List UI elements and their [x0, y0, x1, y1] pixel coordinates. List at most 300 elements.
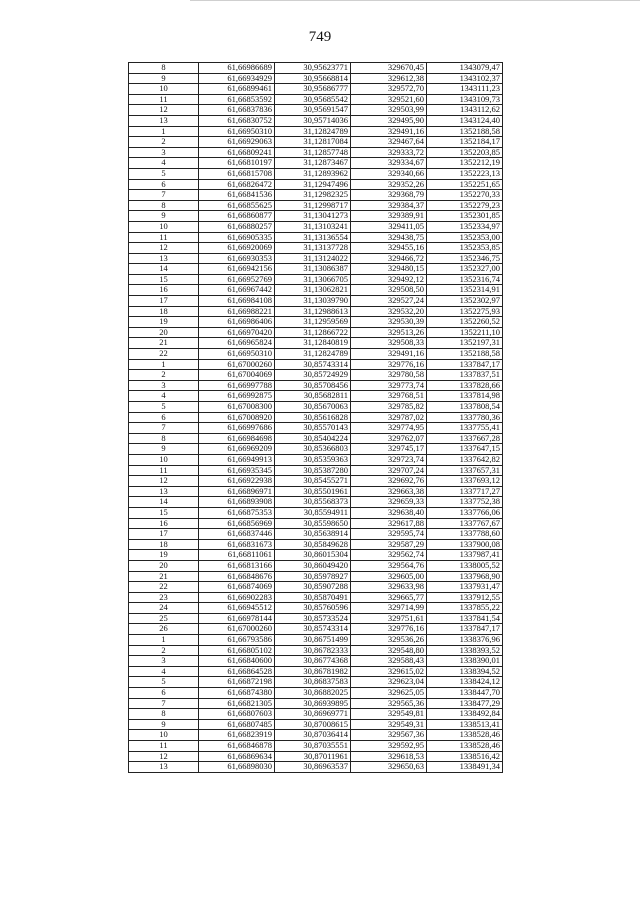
table-row: [129, 253, 503, 264]
point-number-cell: 23: [129, 592, 199, 603]
longitude-cell: 31,13086387: [275, 264, 351, 275]
y-coordinate-cell: 1352251,65: [427, 179, 503, 190]
table-row: [129, 645, 503, 656]
y-coordinate-cell: 1337693,12: [427, 476, 503, 487]
longitude-cell: 30,85870491: [275, 592, 351, 603]
longitude-cell: 30,85568373: [275, 497, 351, 508]
coordinates-table-body: [129, 63, 503, 773]
x-coordinate-cell: 329513,26: [351, 327, 427, 338]
x-coordinate-cell: 329638,40: [351, 507, 427, 518]
point-number-cell: 5: [129, 402, 199, 413]
y-coordinate-cell: 1337987,41: [427, 550, 503, 561]
x-coordinate-cell: 329587,29: [351, 539, 427, 550]
table-row: [129, 391, 503, 402]
longitude-cell: 30,85598650: [275, 518, 351, 529]
table-row: [129, 486, 503, 497]
point-number-cell: 20: [129, 327, 199, 338]
point-number-cell: 11: [129, 741, 199, 752]
y-coordinate-cell: 1337847,17: [427, 359, 503, 370]
y-coordinate-cell: 1338516,42: [427, 751, 503, 762]
y-coordinate-cell: 1337755,41: [427, 423, 503, 434]
y-coordinate-cell: 1337814,98: [427, 391, 503, 402]
point-number-cell: 6: [129, 179, 199, 190]
table-row: [129, 465, 503, 476]
point-number-cell: 7: [129, 190, 199, 201]
latitude-cell: 61,66967442: [199, 285, 275, 296]
point-number-cell: 8: [129, 709, 199, 720]
x-coordinate-cell: 329762,07: [351, 433, 427, 444]
y-coordinate-cell: 1352346,75: [427, 253, 503, 264]
y-coordinate-cell: 1338447,70: [427, 688, 503, 699]
point-number-cell: 15: [129, 274, 199, 285]
table-row: [129, 730, 503, 741]
table-row: [129, 359, 503, 370]
y-coordinate-cell: 1352197,31: [427, 338, 503, 349]
longitude-cell: 30,87036414: [275, 730, 351, 741]
x-coordinate-cell: 329389,91: [351, 211, 427, 222]
table-row: [129, 592, 503, 603]
longitude-cell: 30,87035551: [275, 741, 351, 752]
latitude-cell: 61,66969209: [199, 444, 275, 455]
y-coordinate-cell: 1338376,96: [427, 635, 503, 646]
x-coordinate-cell: 329384,37: [351, 200, 427, 211]
table-row: [129, 444, 503, 455]
latitude-cell: 61,67008920: [199, 412, 275, 423]
x-coordinate-cell: 329333,72: [351, 147, 427, 158]
longitude-cell: 31,12857748: [275, 147, 351, 158]
y-coordinate-cell: 1337968,90: [427, 571, 503, 582]
point-number-cell: 8: [129, 63, 199, 74]
x-coordinate-cell: 329352,26: [351, 179, 427, 190]
y-coordinate-cell: 1338424,12: [427, 677, 503, 688]
table-row: [129, 327, 503, 338]
latitude-cell: 61,66965824: [199, 338, 275, 349]
point-number-cell: 13: [129, 253, 199, 264]
x-coordinate-cell: 329334,67: [351, 158, 427, 169]
point-number-cell: 21: [129, 338, 199, 349]
x-coordinate-cell: 329785,82: [351, 402, 427, 413]
longitude-cell: 30,85387280: [275, 465, 351, 476]
y-coordinate-cell: 1343102,37: [427, 73, 503, 84]
longitude-cell: 30,86882025: [275, 688, 351, 699]
point-number-cell: 7: [129, 698, 199, 709]
point-number-cell: 2: [129, 645, 199, 656]
longitude-cell: 30,85638914: [275, 529, 351, 540]
point-number-cell: 18: [129, 306, 199, 317]
point-number-cell: 1: [129, 126, 199, 137]
x-coordinate-cell: 329480,15: [351, 264, 427, 275]
y-coordinate-cell: 1338528,46: [427, 730, 503, 741]
table-row: [129, 380, 503, 391]
x-coordinate-cell: 329466,72: [351, 253, 427, 264]
point-number-cell: 8: [129, 200, 199, 211]
x-coordinate-cell: 329491,16: [351, 126, 427, 137]
table-row: [129, 677, 503, 688]
latitude-cell: 61,66934929: [199, 73, 275, 84]
point-number-cell: 5: [129, 168, 199, 179]
x-coordinate-cell: 329508,50: [351, 285, 427, 296]
table-row: [129, 518, 503, 529]
longitude-cell: 30,85849628: [275, 539, 351, 550]
x-coordinate-cell: 329751,61: [351, 613, 427, 624]
point-number-cell: 14: [129, 264, 199, 275]
point-number-cell: 6: [129, 412, 199, 423]
y-coordinate-cell: 1352327,00: [427, 264, 503, 275]
longitude-cell: 31,12824789: [275, 126, 351, 137]
longitude-cell: 31,12817084: [275, 137, 351, 148]
x-coordinate-cell: 329774,95: [351, 423, 427, 434]
y-coordinate-cell: 1352184,17: [427, 137, 503, 148]
y-coordinate-cell: 1337912,55: [427, 592, 503, 603]
y-coordinate-cell: 1352223,13: [427, 168, 503, 179]
longitude-cell: 30,85743314: [275, 359, 351, 370]
table-row: [129, 285, 503, 296]
point-number-cell: 13: [129, 115, 199, 126]
y-coordinate-cell: 1338394,52: [427, 666, 503, 677]
point-number-cell: 21: [129, 571, 199, 582]
point-number-cell: 12: [129, 105, 199, 116]
table-row: [129, 105, 503, 116]
y-coordinate-cell: 1337767,67: [427, 518, 503, 529]
latitude-cell: 61,67004069: [199, 370, 275, 381]
point-number-cell: 2: [129, 370, 199, 381]
latitude-cell: 61,66841536: [199, 190, 275, 201]
y-coordinate-cell: 1337828,66: [427, 380, 503, 391]
y-coordinate-cell: 1352260,52: [427, 317, 503, 328]
longitude-cell: 31,13062821: [275, 285, 351, 296]
latitude-cell: 61,66978144: [199, 613, 275, 624]
point-number-cell: 24: [129, 603, 199, 614]
point-number-cell: 9: [129, 444, 199, 455]
x-coordinate-cell: 329776,16: [351, 359, 427, 370]
latitude-cell: 61,66813166: [199, 560, 275, 571]
x-coordinate-cell: 329633,98: [351, 582, 427, 593]
table-row: [129, 179, 503, 190]
x-coordinate-cell: 329615,02: [351, 666, 427, 677]
latitude-cell: 61,66823919: [199, 730, 275, 741]
longitude-cell: 30,85760596: [275, 603, 351, 614]
y-coordinate-cell: 1338477,29: [427, 698, 503, 709]
latitude-cell: 61,66896971: [199, 486, 275, 497]
point-number-cell: 10: [129, 730, 199, 741]
latitude-cell: 61,66809241: [199, 147, 275, 158]
point-number-cell: 22: [129, 349, 199, 360]
y-coordinate-cell: 1337766,06: [427, 507, 503, 518]
x-coordinate-cell: 329572,70: [351, 84, 427, 95]
longitude-cell: 31,13137728: [275, 243, 351, 254]
x-coordinate-cell: 329491,16: [351, 349, 427, 360]
x-coordinate-cell: 329773,74: [351, 380, 427, 391]
latitude-cell: 61,66848676: [199, 571, 275, 582]
y-coordinate-cell: 1352316,74: [427, 274, 503, 285]
longitude-cell: 30,85616828: [275, 412, 351, 423]
point-number-cell: 9: [129, 719, 199, 730]
latitude-cell: 61,66899461: [199, 84, 275, 95]
table-row: [129, 200, 503, 211]
y-coordinate-cell: 1337808,54: [427, 402, 503, 413]
y-coordinate-cell: 1343079,47: [427, 63, 503, 74]
y-coordinate-cell: 1338492,84: [427, 709, 503, 720]
longitude-cell: 30,95691547: [275, 105, 351, 116]
point-number-cell: 17: [129, 529, 199, 540]
longitude-cell: 30,85366803: [275, 444, 351, 455]
y-coordinate-cell: 1352188,58: [427, 349, 503, 360]
latitude-cell: 61,66893908: [199, 497, 275, 508]
x-coordinate-cell: 329521,60: [351, 94, 427, 105]
x-coordinate-cell: 329530,39: [351, 317, 427, 328]
table-row: [129, 147, 503, 158]
latitude-cell: 61,66997788: [199, 380, 275, 391]
latitude-cell: 61,66837446: [199, 529, 275, 540]
x-coordinate-cell: 329618,53: [351, 751, 427, 762]
latitude-cell: 61,66860877: [199, 211, 275, 222]
table-row: [129, 338, 503, 349]
y-coordinate-cell: 1337837,51: [427, 370, 503, 381]
longitude-cell: 30,85724929: [275, 370, 351, 381]
x-coordinate-cell: 329508,33: [351, 338, 427, 349]
latitude-cell: 61,67000260: [199, 359, 275, 370]
table-row: [129, 762, 503, 773]
x-coordinate-cell: 329723,74: [351, 454, 427, 465]
point-number-cell: 1: [129, 635, 199, 646]
y-coordinate-cell: 1337780,36: [427, 412, 503, 423]
y-coordinate-cell: 1343111,23: [427, 84, 503, 95]
y-coordinate-cell: 1337717,27: [427, 486, 503, 497]
point-number-cell: 3: [129, 147, 199, 158]
longitude-cell: 30,85455271: [275, 476, 351, 487]
point-number-cell: 4: [129, 666, 199, 677]
table-row: [129, 603, 503, 614]
point-number-cell: 19: [129, 317, 199, 328]
point-number-cell: 3: [129, 380, 199, 391]
longitude-cell: 31,12947496: [275, 179, 351, 190]
table-row: [129, 370, 503, 381]
longitude-cell: 30,85743314: [275, 624, 351, 635]
point-number-cell: 14: [129, 497, 199, 508]
longitude-cell: 30,86774368: [275, 656, 351, 667]
longitude-cell: 31,13124022: [275, 253, 351, 264]
x-coordinate-cell: 329768,51: [351, 391, 427, 402]
point-number-cell: 7: [129, 423, 199, 434]
point-number-cell: 15: [129, 507, 199, 518]
table-row: [129, 666, 503, 677]
latitude-cell: 61,66826472: [199, 179, 275, 190]
table-row: [129, 243, 503, 254]
latitude-cell: 61,66920069: [199, 243, 275, 254]
table-row: [129, 412, 503, 423]
point-number-cell: 12: [129, 476, 199, 487]
latitude-cell: 61,66952769: [199, 274, 275, 285]
table-row: [129, 529, 503, 540]
point-number-cell: 13: [129, 486, 199, 497]
table-row: [129, 264, 503, 275]
point-number-cell: 12: [129, 751, 199, 762]
latitude-cell: 61,66856969: [199, 518, 275, 529]
x-coordinate-cell: 329455,16: [351, 243, 427, 254]
longitude-cell: 30,86782333: [275, 645, 351, 656]
table-row: [129, 232, 503, 243]
latitude-cell: 61,66930353: [199, 253, 275, 264]
y-coordinate-cell: 1337667,28: [427, 433, 503, 444]
longitude-cell: 30,86963537: [275, 762, 351, 773]
y-coordinate-cell: 1338513,41: [427, 719, 503, 730]
longitude-cell: 30,87008615: [275, 719, 351, 730]
x-coordinate-cell: 329745,17: [351, 444, 427, 455]
x-coordinate-cell: 329549,81: [351, 709, 427, 720]
latitude-cell: 61,66815708: [199, 168, 275, 179]
x-coordinate-cell: 329625,05: [351, 688, 427, 699]
latitude-cell: 61,66805102: [199, 645, 275, 656]
x-coordinate-cell: 329567,36: [351, 730, 427, 741]
latitude-cell: 61,66949913: [199, 454, 275, 465]
table-row: [129, 635, 503, 646]
latitude-cell: 61,66869634: [199, 751, 275, 762]
table-row: [129, 688, 503, 699]
y-coordinate-cell: 1337788,60: [427, 529, 503, 540]
longitude-cell: 30,85570143: [275, 423, 351, 434]
longitude-cell: 31,12866722: [275, 327, 351, 338]
latitude-cell: 61,66831673: [199, 539, 275, 550]
page-number: 749: [308, 29, 332, 45]
latitude-cell: 61,66811061: [199, 550, 275, 561]
x-coordinate-cell: 329617,88: [351, 518, 427, 529]
latitude-cell: 61,66902283: [199, 592, 275, 603]
table-row: [129, 507, 503, 518]
latitude-cell: 61,66853592: [199, 94, 275, 105]
point-number-cell: 12: [129, 243, 199, 254]
longitude-cell: 31,13136554: [275, 232, 351, 243]
longitude-cell: 30,86015304: [275, 550, 351, 561]
y-coordinate-cell: 1337931,47: [427, 582, 503, 593]
longitude-cell: 31,12982325: [275, 190, 351, 201]
table-row: [129, 709, 503, 720]
table-row: [129, 741, 503, 752]
point-number-cell: 8: [129, 433, 199, 444]
point-number-cell: 10: [129, 221, 199, 232]
latitude-cell: 61,66935345: [199, 465, 275, 476]
point-number-cell: 11: [129, 232, 199, 243]
latitude-cell: 61,66950310: [199, 349, 275, 360]
table-row: [129, 306, 503, 317]
table-row: [129, 115, 503, 126]
table-row: [129, 613, 503, 624]
table-row: [129, 751, 503, 762]
longitude-cell: 31,12998717: [275, 200, 351, 211]
point-number-cell: 10: [129, 84, 199, 95]
x-coordinate-cell: 329411,05: [351, 221, 427, 232]
y-coordinate-cell: 1337647,15: [427, 444, 503, 455]
x-coordinate-cell: 329492,12: [351, 274, 427, 285]
latitude-cell: 61,66970420: [199, 327, 275, 338]
latitude-cell: 61,66874380: [199, 688, 275, 699]
point-number-cell: 6: [129, 688, 199, 699]
x-coordinate-cell: 329612,38: [351, 73, 427, 84]
latitude-cell: 61,66986406: [199, 317, 275, 328]
latitude-cell: 61,66810197: [199, 158, 275, 169]
longitude-cell: 30,85682811: [275, 391, 351, 402]
y-coordinate-cell: 1337841,54: [427, 613, 503, 624]
point-number-cell: 4: [129, 158, 199, 169]
point-number-cell: 10: [129, 454, 199, 465]
table-row: [129, 571, 503, 582]
y-coordinate-cell: 1352279,23: [427, 200, 503, 211]
longitude-cell: 31,13103241: [275, 221, 351, 232]
x-coordinate-cell: 329565,36: [351, 698, 427, 709]
longitude-cell: 30,85359363: [275, 454, 351, 465]
y-coordinate-cell: 1338390,01: [427, 656, 503, 667]
x-coordinate-cell: 329368,79: [351, 190, 427, 201]
table-row: [129, 656, 503, 667]
latitude-cell: 61,66793586: [199, 635, 275, 646]
x-coordinate-cell: 329659,33: [351, 497, 427, 508]
x-coordinate-cell: 329564,76: [351, 560, 427, 571]
x-coordinate-cell: 329670,45: [351, 63, 427, 74]
latitude-cell: 61,66942156: [199, 264, 275, 275]
table-row: [129, 402, 503, 413]
x-coordinate-cell: 329588,43: [351, 656, 427, 667]
latitude-cell: 61,66905335: [199, 232, 275, 243]
y-coordinate-cell: 1352188,58: [427, 126, 503, 137]
longitude-cell: 30,86751499: [275, 635, 351, 646]
y-coordinate-cell: 1352211,10: [427, 327, 503, 338]
latitude-cell: 61,66846878: [199, 741, 275, 752]
latitude-cell: 61,66807485: [199, 719, 275, 730]
table-row: [129, 317, 503, 328]
x-coordinate-cell: 329562,74: [351, 550, 427, 561]
y-coordinate-cell: 1352353,00: [427, 232, 503, 243]
table-row: [129, 158, 503, 169]
longitude-cell: 30,85501961: [275, 486, 351, 497]
table-row: [129, 221, 503, 232]
x-coordinate-cell: 329623,04: [351, 677, 427, 688]
x-coordinate-cell: 329707,24: [351, 465, 427, 476]
table-row: [129, 423, 503, 434]
table-row: [129, 698, 503, 709]
y-coordinate-cell: 1337642,82: [427, 454, 503, 465]
longitude-cell: 31,13041273: [275, 211, 351, 222]
y-coordinate-cell: 1337657,31: [427, 465, 503, 476]
table-row: [129, 274, 503, 285]
y-coordinate-cell: 1343109,73: [427, 94, 503, 105]
longitude-cell: 31,12959569: [275, 317, 351, 328]
y-coordinate-cell: 1337752,38: [427, 497, 503, 508]
latitude-cell: 61,66837836: [199, 105, 275, 116]
longitude-cell: 30,85978927: [275, 571, 351, 582]
table-row: [129, 433, 503, 444]
latitude-cell: 61,66880257: [199, 221, 275, 232]
table-row: [129, 168, 503, 179]
latitude-cell: 61,66945512: [199, 603, 275, 614]
point-number-cell: 13: [129, 762, 199, 773]
longitude-cell: 30,85708456: [275, 380, 351, 391]
longitude-cell: 31,12824789: [275, 349, 351, 360]
latitude-cell: 61,66997686: [199, 423, 275, 434]
latitude-cell: 61,66992875: [199, 391, 275, 402]
latitude-cell: 61,66864528: [199, 666, 275, 677]
latitude-cell: 61,66929063: [199, 137, 275, 148]
latitude-cell: 61,66874069: [199, 582, 275, 593]
y-coordinate-cell: 1352275,93: [427, 306, 503, 317]
table-row: [129, 137, 503, 148]
longitude-cell: 31,12893962: [275, 168, 351, 179]
table-row: [129, 454, 503, 465]
x-coordinate-cell: 329527,24: [351, 296, 427, 307]
x-coordinate-cell: 329532,20: [351, 306, 427, 317]
x-coordinate-cell: 329692,76: [351, 476, 427, 487]
y-coordinate-cell: 1352203,85: [427, 147, 503, 158]
point-number-cell: 2: [129, 137, 199, 148]
latitude-cell: 61,66821305: [199, 698, 275, 709]
